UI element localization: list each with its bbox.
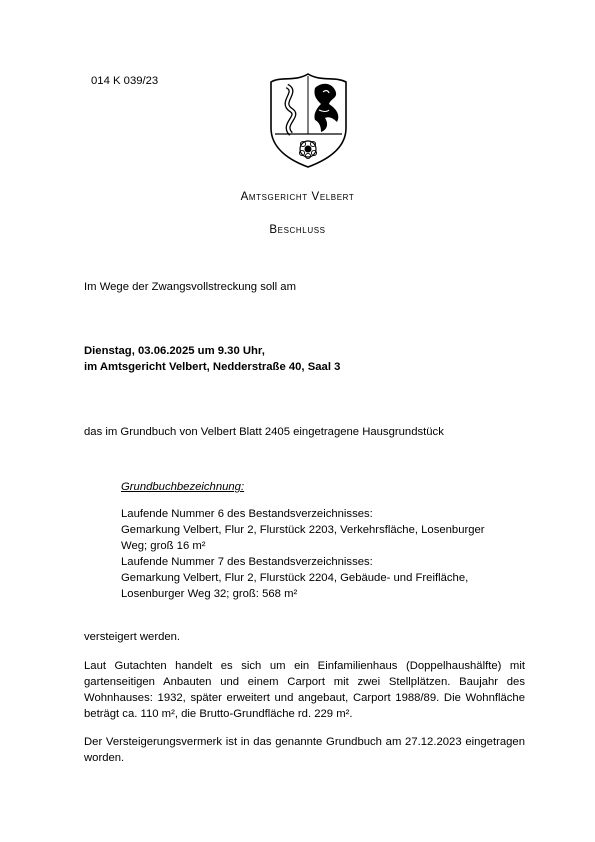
register-line: Weg; groß 16 m² xyxy=(121,540,206,552)
court-name: Amtsgericht Velbert xyxy=(240,191,355,203)
auction-statement: versteigert werden. xyxy=(84,631,181,643)
register-heading: Grundbuchbezeichnung: xyxy=(121,481,245,493)
case-number: 014 K 039/23 xyxy=(91,75,159,87)
register-line: Losenburger Weg 32; groß: 568 m² xyxy=(121,588,298,600)
register-entries xyxy=(121,506,485,602)
property-description: das im Grundbuch von Velbert Blatt 2405 eingetragene Hausgrundstück xyxy=(84,426,444,438)
register-note-paragraph: Der Versteigerungsvermerk ist in das genannte Grundbuch am 27.12.2023 eingetragen worden. xyxy=(84,736,525,764)
register-line: Gemarkung Velbert, Flur 2, Flurstück 2204, Gebäude- und Freifläche, xyxy=(121,572,469,584)
document-type: Beschluss xyxy=(269,224,326,236)
register-line: Laufende Nummer 6 des Bestandsverzeichnisses: xyxy=(121,508,373,520)
appraisal-paragraph: Laut Gutachten handelt es sich um ein Einfamilienhaus (Doppelhaushälfte) mit gartenseitigen Anbauten und einem Carport mit zwei Stellplätzen. Baujahr des Wohnhauses: 1932, später erweitert und angebaut, Carport 1988/89. Die Wohnfläche beträgt ca. 110 m², die Brutto-Grundfläche rd. 229 m². xyxy=(84,660,525,720)
intro-text: Im Wege der Zwangsvollstreckung soll am xyxy=(84,281,297,293)
auction-place: im Amtsgericht Velbert, Nedderstraße 40, Saal 3 xyxy=(84,361,341,373)
coat-of-arms-emblem xyxy=(265,68,352,170)
register-line: Gemarkung Velbert, Flur 2, Flurstück 2203, Verkehrsfläche, Losenburger xyxy=(121,524,485,536)
register-line: Laufende Nummer 7 des Bestandsverzeichnisses: xyxy=(121,556,373,568)
auction-date: Dienstag, 03.06.2025 um 9.30 Uhr, xyxy=(84,345,265,357)
